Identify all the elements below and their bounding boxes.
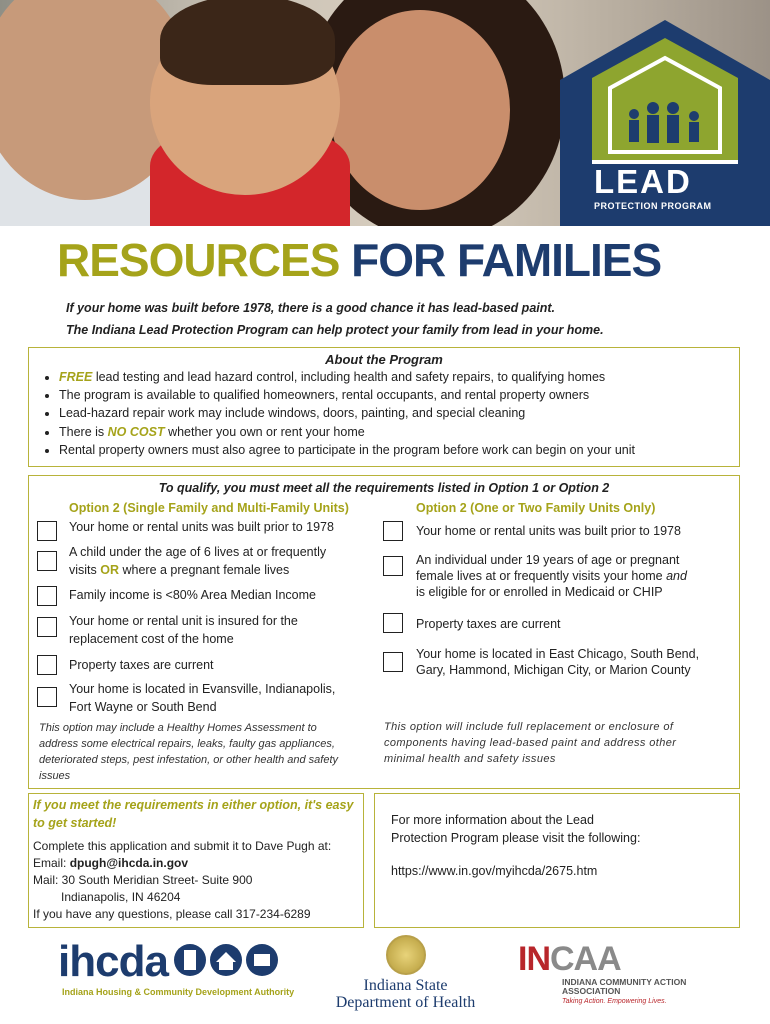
submit-instruction: Complete this application and submit it to Dave Pugh at:: [33, 839, 332, 853]
right-item-4-line2: Gary, Hammond, Michigan City, or Marion County: [416, 663, 691, 677]
about-section: [28, 347, 740, 467]
left-checkbox-5[interactable]: [37, 655, 57, 675]
state-seal-icon: [386, 935, 426, 975]
about-item: [59, 423, 635, 441]
text: visits: [69, 563, 101, 577]
left-item-4-line1: Your home or rental unit is insured for the: [69, 614, 298, 628]
hero-photo: [0, 0, 770, 226]
mail-line1: Mail: 30 South Meridian Street- Suite 900: [33, 873, 253, 887]
lead-logo-word: LEAD: [594, 163, 692, 200]
about-item-emphasis: FREE: [59, 370, 93, 384]
left-checkbox-6[interactable]: [37, 687, 57, 707]
about-item-emphasis: NO COST: [107, 424, 165, 439]
about-item-text: There is: [59, 424, 108, 439]
get-started-body: [33, 838, 331, 923]
title-part2: FOR FAMILIES: [351, 234, 662, 286]
left-item-6-line1: Your home is located in Evansville, Indianapolis,: [69, 682, 336, 696]
incaa-rest: CAA: [550, 940, 621, 978]
and-emphasis: and: [666, 569, 687, 583]
left-item-5: Property taxes are current: [69, 658, 214, 672]
qualify-section: [28, 475, 740, 789]
about-list: [43, 368, 635, 459]
about-item-text: lead testing and lead hazard control, including health and safety repairs, to qualifying homes: [92, 370, 606, 384]
right-checkbox-2[interactable]: [383, 556, 403, 576]
left-checkbox-4[interactable]: [37, 617, 57, 637]
about-item: [59, 404, 635, 422]
about-item-text: Rental property owners must also agree to participate in the program before work can begin on your unit: [59, 442, 636, 457]
incaa-word: [518, 940, 621, 978]
ihcda-word: ihcda: [58, 937, 168, 986]
or-emphasis: OR: [100, 563, 119, 577]
left-item-2: [69, 543, 326, 579]
more-info-text: [391, 811, 640, 847]
intro-line2: The Indiana Lead Protection Program can help protect your family from lead in your home.: [66, 323, 604, 337]
right-item-2: [416, 552, 687, 600]
isdh-line2: Department of Health: [335, 994, 476, 1011]
child-hair: [160, 0, 335, 85]
right-item-2-line1: An individual under 19 years of age or pregnant: [416, 553, 680, 567]
email-line: [33, 855, 331, 872]
more-info-line1: For more information about the Lead: [391, 813, 594, 827]
right-item-2-line3: is eligible for or enrolled in Medicaid or CHIP: [416, 585, 663, 599]
left-item-3: Family income is <80% Area Median Income: [69, 588, 316, 602]
right-checkbox-1[interactable]: [383, 521, 403, 541]
left-option-note: This option may include a Healthy Homes Assessment to address some electrical repairs, leaks, faulty gas appliances, deteriorated steps, pest infestation, or other health and safety issues: [39, 722, 339, 782]
about-heading: About the Program: [325, 352, 443, 367]
right-item-4-line1: Your home is located in East Chicago, South Bend,: [416, 647, 700, 661]
left-checkbox-3[interactable]: [37, 586, 57, 606]
isdh-logo: [328, 935, 483, 1011]
incaa-in: IN: [518, 940, 550, 978]
left-item-6-line2: Fort Wayne or South Bend: [69, 700, 217, 714]
mail-line2: Indianapolis, IN 46204: [61, 890, 181, 904]
right-item-1: Your home or rental units was built prior to 1978: [416, 524, 681, 538]
incaa-name: INDIANA COMMUNITY ACTION ASSOCIATION: [562, 977, 687, 996]
right-item-3: Property taxes are current: [416, 617, 561, 631]
about-item-text: The program is available to qualified homeowners, rental occupants, and rental property owners: [59, 388, 590, 403]
about-item: [59, 368, 635, 386]
isdh-line1: Indiana State: [363, 977, 448, 994]
more-info-section: [374, 793, 740, 928]
get-started-heading: If you meet the requirements in either option, it's easy to get started!: [33, 798, 354, 830]
more-info-line2: Protection Program please visit the following:: [391, 831, 641, 845]
more-info-url[interactable]: https://www.in.gov/myihcda/2675.htm: [391, 864, 598, 878]
left-item-2-line1: A child under the age of 6 lives at or frequently: [69, 545, 327, 559]
text: female lives at or frequently visits your home: [416, 569, 667, 583]
about-item-text: Lead-hazard repair work may include windows, doors, painting, and special cleaning: [59, 406, 526, 421]
title-part1: RESOURCES: [57, 234, 340, 286]
intro-line1: If your home was built before 1978, there is a good chance it has lead-based paint.: [66, 301, 556, 315]
ihcda-subtitle: Indiana Housing & Community Development Authority: [62, 987, 295, 997]
left-item-4-line2: replacement cost of the home: [69, 632, 234, 646]
intro-text: [66, 297, 686, 341]
get-started-section: [28, 793, 364, 928]
right-item-4: [416, 646, 699, 678]
email-link[interactable]: dpugh@ihcda.in.gov: [69, 856, 189, 870]
qualify-heading: To qualify, you must meet all the requirements listed in Option 1 or Option 2: [158, 481, 610, 495]
left-item-1: Your home or rental units was built prior to 1978: [69, 520, 334, 534]
right-checkbox-3[interactable]: [383, 613, 403, 633]
right-option-note: This option will include full replacement or enclosure of components having lead-based paint and address other minimal health and safety issues: [384, 721, 677, 765]
incaa-logo: [518, 940, 687, 1005]
left-item-4: [69, 612, 298, 648]
about-item: [59, 386, 635, 404]
about-item: [59, 441, 635, 459]
right-checkbox-4[interactable]: [383, 652, 403, 672]
left-item-6: [69, 680, 335, 716]
about-item-text: whether you own or rent your home: [164, 424, 365, 439]
text: where a pregnant female lives: [119, 563, 290, 577]
option-left-heading: Option 2 (Single Family and Multi-Family Units): [69, 501, 349, 515]
right-item-2-line2: [416, 568, 687, 584]
ihcda-logo: [58, 937, 295, 997]
email-label: Email:: [33, 856, 70, 870]
left-checkbox-2[interactable]: [37, 551, 57, 571]
left-item-2-line2: [69, 561, 326, 579]
mother-face: [330, 10, 510, 210]
left-checkbox-1[interactable]: [37, 521, 57, 541]
option-right-heading: Option 2 (One or Two Family Units Only): [416, 501, 656, 515]
page-title: [57, 233, 661, 287]
incaa-tagline: Taking Action. Empowering Lives.: [562, 998, 667, 1005]
ihcda-icons: [172, 940, 282, 980]
phone-line: If you have any questions, please call 317-234-6289: [33, 907, 311, 921]
lead-logo-subtitle: PROTECTION PROGRAM: [594, 201, 712, 211]
